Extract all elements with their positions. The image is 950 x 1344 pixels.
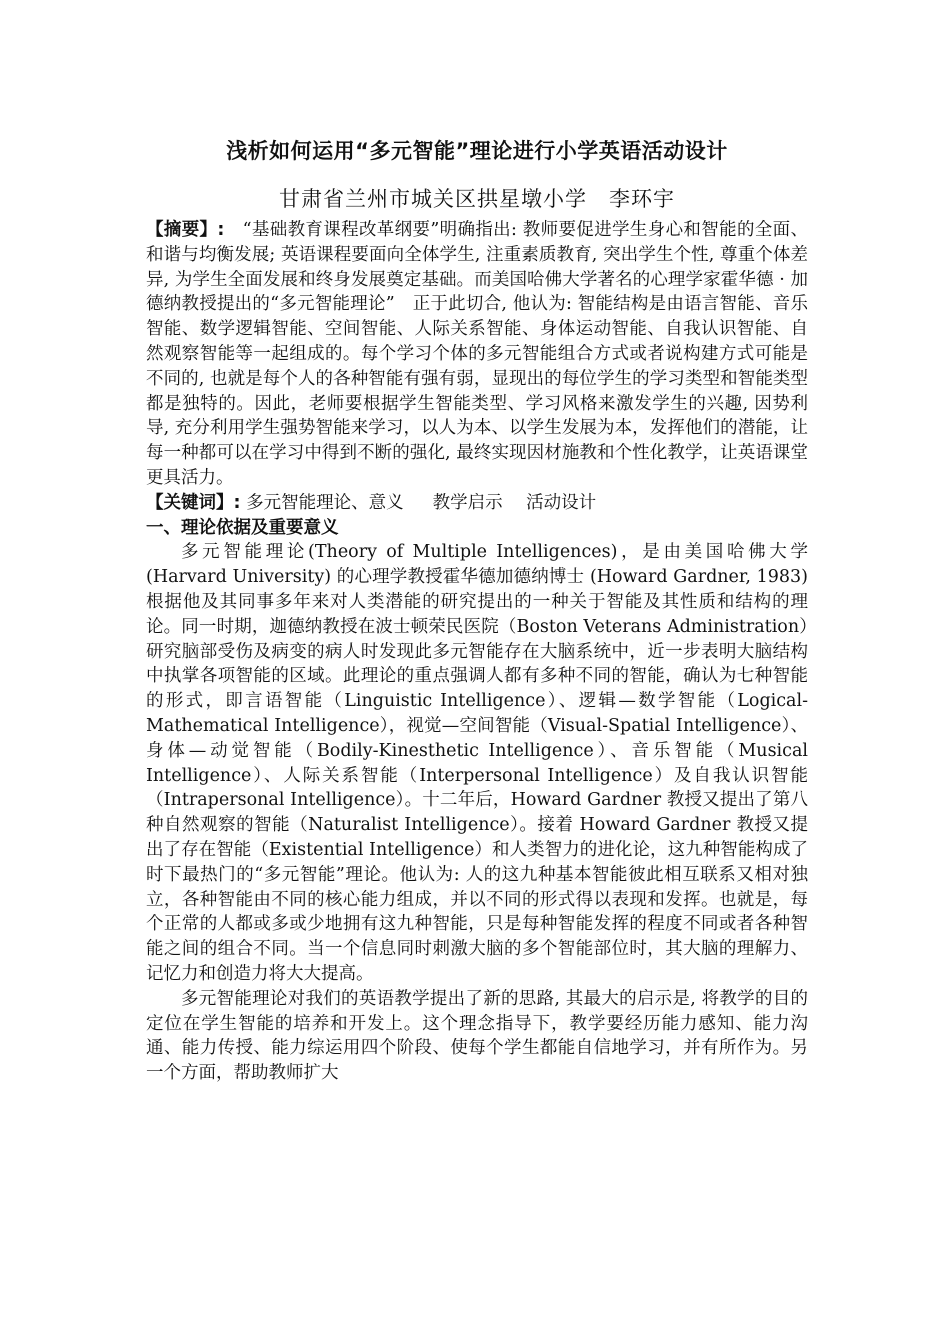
keywords-line — [146, 491, 808, 516]
abstract-label: 【摘要】: — [146, 220, 225, 240]
body-paragraph: 多元智能理论(Theory of Multiple Intelligences)，是由美国哈佛大学 (Harvard University) 的心理学教授霍华德加德纳博士 (Howard Gardner, 1983)根据他及其同事多年来对人类潜能的研究提出的一种关于智能及其性质和结构的理论。同一时期，迦德纳教授在波士顿荣民医院（Boston Veterans Administration）研究脑部受伤及病变的病人时发现此多元智能存在大脑系统中，近一步表明大脑结构中执掌各项智能的区域。此理论的重点强调人都有多种不同的智能，确认为七种智能的形式，即言语智能（Linguistic Intelligence）、逻辑—数学智能（Logical-Mathematical Intelligence），视觉—空间智能（Visual-Spatial Intelligence）、身体—动觉智能（Bodily-Kinesthetic Intelligence）、音乐智能（Musical Intelligence）、人际关系智能（Interpersonal Intelligence）及自我认识智能（Intrapersonal Intelligence）。十二年后，Howard Gardner 教授又提出了第八种自然观察的智能（Naturalist Intelligence）。接着 Howard Gardner 教授又提出了存在智能（Existential Intelligence）和人类智力的进化论，这九种智能构成了时下最热门的“多元智能”理论。他认为: 人的这九种基本智能彼此相互联系又相对独立，各种智能由不同的核心能力组成，并以不同的形式得以表现和发挥。也就是，每个正常的人都或多或少地拥有这九种智能，只是每种智能发挥的程度不同或者各种智能之间的组合不同。当一个信息同时刺激大脑的多个智能部位时，其大脑的理解力、记忆力和创造力将大大提高。 — [146, 542, 808, 984]
keywords-label: 【关键词】: — [146, 492, 241, 513]
keyword-item: 教学启示 — [409, 492, 503, 513]
section-heading: 一、理论依据及重要意义 — [146, 517, 339, 538]
body-paragraph: 多元智能理论对我们的英语教学提出了新的思路, 其最大的启示是, 将教学的目的定位在学生智能的培养和开发上。这个理念指导下，教学要经历能力感知、能力沟通、能力传授、能力综运用四个阶段、使每个学生都能自信地学习，并有所作为。另一个方面，帮助教师扩大 — [146, 988, 808, 1084]
keyword-item: 活动设计 — [508, 492, 597, 513]
abstract-paragraph — [146, 218, 808, 491]
keyword-item: 多元智能理论、意义 — [246, 492, 404, 513]
document-page — [146, 136, 808, 1086]
abstract-text: “基础教育课程改革纲要”明确指出: 教师要促进学生身心和智能的全面、和谐与均衡发展; 英语课程要面向全体学生, 注重素质教育, 突出学生个性, 尊重个体差异, 为学生全面发展和终身发展奠定基础。而美国哈佛大学著名的心理学家霍华德 · 加德纳教授提出的“多元智能理论” 正于此切合, 他认为: 智能结构是由语言智能、音乐智能、数学逻辑智能、空间智能、人际关系智能、身体运动智能、自我认识智能、自然观察智能等一起组成的。每个学习个体的多元智能组合方式或者说构建方式可能是不同的, 也就是每个人的各种智能有强有弱，显现出的每位学生的学习类型和智能类型都是独特的。因此，老师要根据学生智能类型、学习风格来激发学生的兴趣, 因势利导, 充分利用学生强势智能来学习，以人为本、以学生发展为本，发挥他们的潜能，让每一种都可以在学习中得到不断的强化, 最终实现因材施教和个性化教学，让英语课堂更具活力。 — [146, 220, 808, 488]
document-title: 浅析如何运用“多元智能”理论进行小学英语活动设计 — [226, 139, 728, 163]
author-line: 甘肃省兰州市城关区拱星墩小学 李环宇 — [279, 187, 675, 211]
